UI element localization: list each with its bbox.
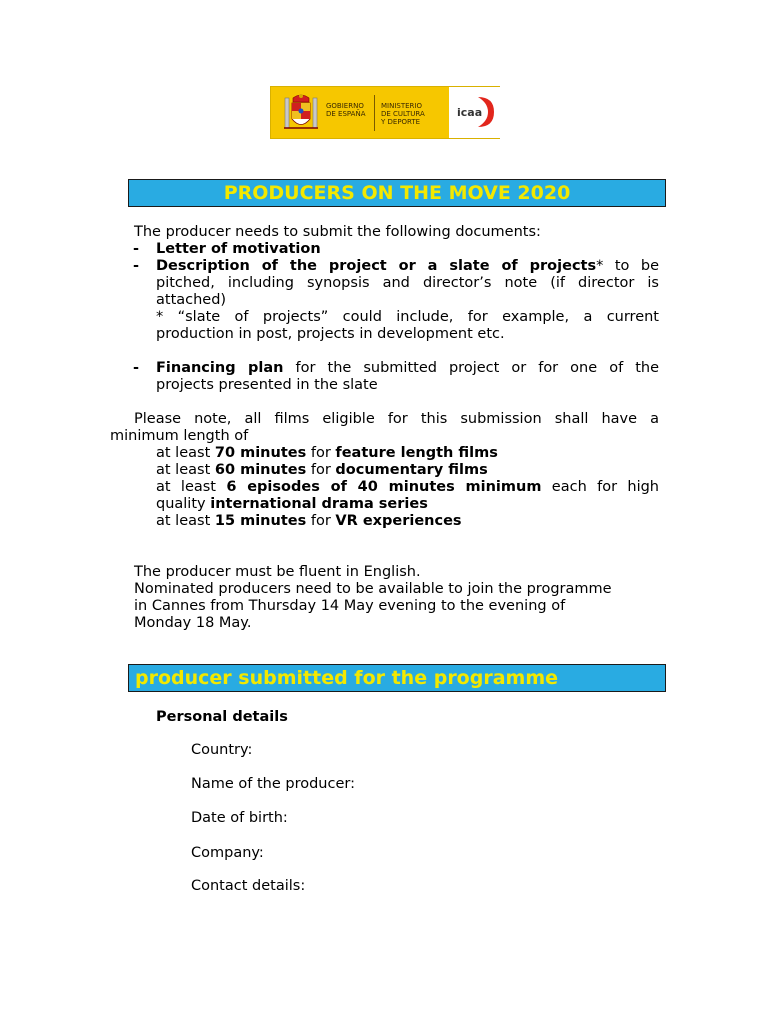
- requirement-line: The producer must be fluent in English.: [134, 564, 421, 580]
- bullet-financing-line: projects presented in the slate: [156, 377, 378, 393]
- ministry-label: MINISTERIO DE CULTURA Y DEPORTE: [381, 102, 425, 126]
- bullet-letter-of-motivation: Letter of motivation: [156, 241, 321, 257]
- page-title: PRODUCERS ON THE MOVE 2020: [128, 179, 666, 207]
- icaa-wordmark: icaa: [457, 106, 483, 119]
- length-rule-series: at least 6 episodes of 40 minutes minimum each for high: [156, 479, 659, 495]
- bullet-description-line: Description of the project or a slate of projects* to be: [156, 258, 660, 274]
- field-company-label: Company:: [191, 845, 264, 861]
- field-date-of-birth-label: Date of birth:: [191, 810, 288, 826]
- government-logo-banner: [270, 86, 500, 139]
- length-rule-vr: at least 15 minutes for VR experiences: [156, 513, 462, 529]
- length-note-line: minimum length of: [110, 428, 249, 444]
- requirement-line: Nominated producers need to be available to join the programme: [134, 581, 612, 597]
- logo-divider: [374, 95, 375, 131]
- length-rule-series-line: quality international drama series: [156, 496, 428, 512]
- requirement-line: in Cannes from Thursday 14 May evening to the evening of: [134, 598, 566, 614]
- field-producer-name-label: Name of the producer:: [191, 776, 355, 792]
- field-contact-details-label: Contact details:: [191, 878, 306, 894]
- length-note-line: Please note, all films eligible for this submission shall have a: [134, 411, 659, 427]
- field-country-label: Country:: [191, 742, 253, 758]
- slate-note-line: production in post, projects in development etc.: [156, 326, 505, 342]
- bullet-financing-plan: Financing plan for the submitted project or for one of the: [156, 360, 660, 376]
- personal-details-heading: Personal details: [156, 709, 288, 725]
- bullet-description-line: attached): [156, 292, 227, 308]
- bullet-description-line: pitched, including synopsis and director’s note (if director is: [156, 275, 659, 291]
- section-title: producer submitted for the programme: [128, 664, 666, 692]
- slate-note-line: * “slate of projects” could include, for example, a current: [156, 309, 659, 325]
- bullet-dash: -: [133, 258, 140, 274]
- bullet-dash: -: [133, 360, 140, 376]
- intro-text: The producer needs to submit the following documents:: [134, 224, 541, 240]
- coat-of-arms-icon: [281, 92, 321, 134]
- length-rule-documentary: at least 60 minutes for documentary films: [156, 462, 488, 478]
- government-label: GOBIERNO DE ESPAÑA: [326, 102, 366, 118]
- requirement-line: Monday 18 May.: [134, 615, 252, 631]
- bullet-dash: -: [133, 241, 140, 257]
- length-rule-feature: at least 70 minutes for feature length films: [156, 445, 498, 461]
